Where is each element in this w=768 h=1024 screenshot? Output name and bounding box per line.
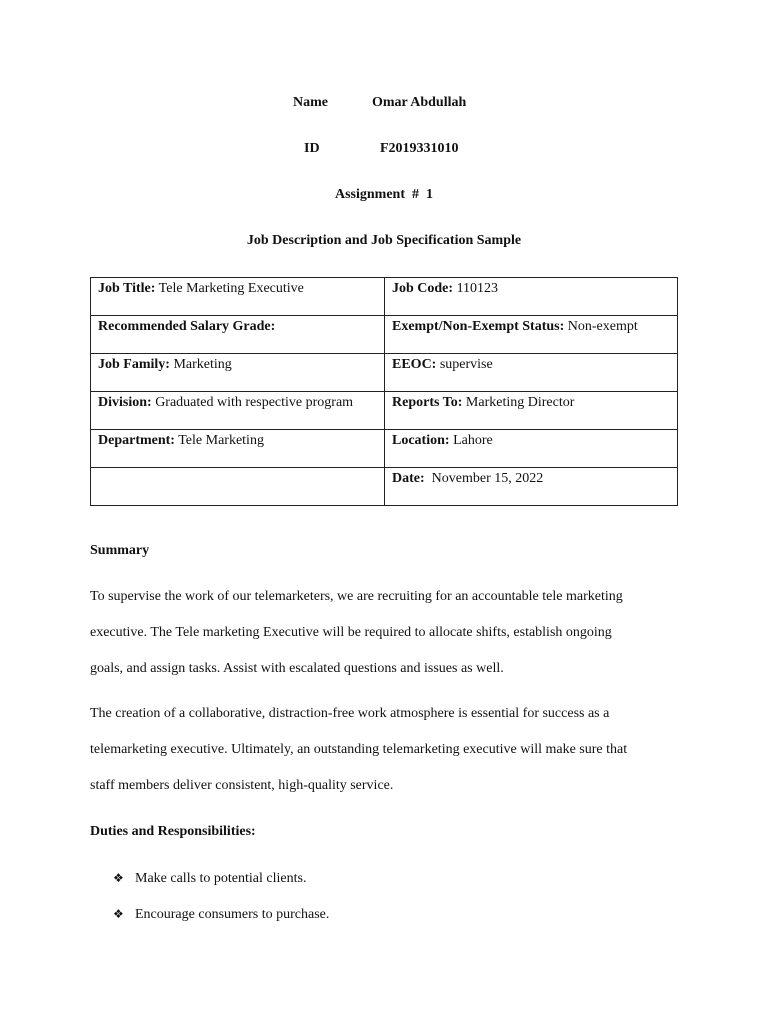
cell-value: 110123: [453, 281, 499, 296]
table-cell: [385, 278, 678, 316]
table-cell: [385, 468, 678, 506]
table-cell: [91, 468, 385, 506]
cell-label: Job Family:: [98, 357, 170, 372]
table-row: [91, 392, 678, 430]
table-row: [91, 468, 678, 506]
paragraph-line: telemarketing executive. Ultimately, an outstanding telemarketing executive will make sure that: [90, 742, 628, 757]
table-cell: [91, 392, 385, 430]
list-item: [113, 869, 306, 888]
cell-label: Recommended Salary Grade:: [98, 319, 276, 334]
list-item: [113, 905, 329, 924]
paragraph-line: The creation of a collaborative, distraction-free work atmosphere is essential for success as a: [90, 706, 610, 721]
cell-value: Lahore: [449, 433, 493, 448]
paragraph-line: executive. The Tele marketing Executive will be required to allocate shifts, establish ongoing: [90, 625, 612, 640]
table-row: [91, 278, 678, 316]
summary-paragraph-1: [90, 579, 680, 687]
id-label: ID: [304, 141, 320, 156]
cell-value: Marketing Director: [462, 395, 575, 410]
list-item-text: Encourage consumers to purchase.: [135, 907, 330, 922]
document-title: Job Description and Job Specification Sample: [246, 233, 522, 248]
duties-heading: Duties and Responsibilities:: [90, 824, 256, 839]
cell-label: Department:: [98, 433, 175, 448]
diamond-bullet-icon: ❖: [113, 907, 124, 921]
paragraph-line: staff members deliver consistent, high-quality service.: [90, 778, 394, 793]
cell-value: Marketing: [169, 357, 232, 372]
paragraph-line: To supervise the work of our telemarketers, we are recruiting for an accountable tele marketing: [90, 589, 623, 604]
cell-label: Reports To:: [392, 395, 463, 410]
summary-heading: Summary: [90, 543, 150, 558]
table-cell: [385, 316, 678, 354]
job-info-table: [90, 277, 678, 506]
table-cell: [385, 430, 678, 468]
table-row: [91, 430, 678, 468]
cell-label: Division:: [98, 395, 152, 410]
cell-value: Tele Marketing: [174, 433, 264, 448]
cell-label: Location:: [392, 433, 450, 448]
name-value: Omar Abdullah: [372, 95, 467, 110]
paragraph-line: goals, and assign tasks. Assist with escalated questions and issues as well.: [90, 661, 504, 676]
cell-value: Tele Marketing Executive: [155, 281, 304, 296]
table-cell: [91, 278, 385, 316]
cell-value: supervise: [436, 357, 493, 372]
cell-label: Date:: [392, 471, 425, 486]
summary-paragraph-2: [90, 696, 680, 804]
table-cell: [91, 430, 385, 468]
cell-label: EEOC:: [392, 357, 437, 372]
cell-value: November 15, 2022: [424, 471, 544, 486]
diamond-bullet-icon: ❖: [113, 871, 124, 885]
cell-value: Graduated with respective program: [151, 395, 354, 410]
assignment-title: Assignment # 1: [334, 187, 433, 202]
id-value: F2019331010: [380, 141, 459, 156]
table-cell: [385, 392, 678, 430]
table-row: [91, 354, 678, 392]
table-cell: [385, 354, 678, 392]
name-label: Name: [293, 95, 328, 110]
cell-value: Non-exempt: [564, 319, 638, 334]
table-row: [91, 316, 678, 354]
table-cell: [91, 354, 385, 392]
cell-label: Job Title:: [98, 281, 156, 296]
cell-label: Job Code:: [392, 281, 454, 296]
cell-label: Exempt/Non-Exempt Status:: [392, 319, 565, 334]
table-cell: [91, 316, 385, 354]
list-item-text: Make calls to potential clients.: [135, 871, 307, 886]
